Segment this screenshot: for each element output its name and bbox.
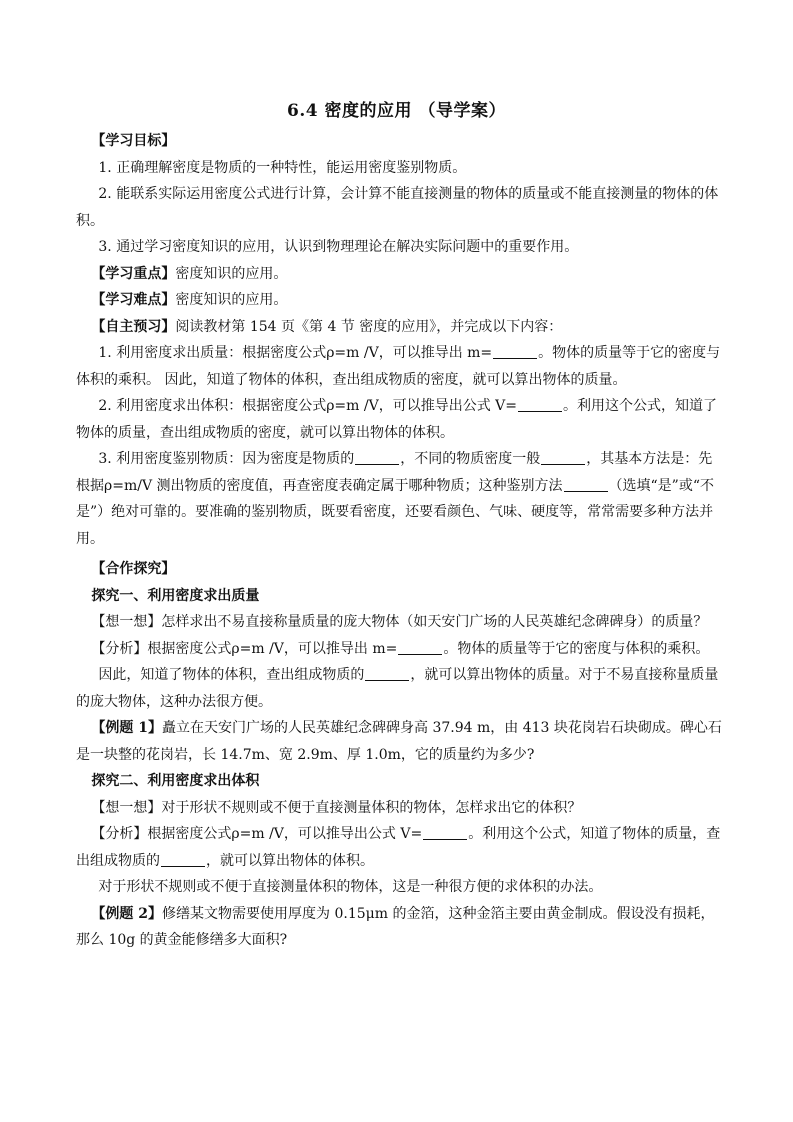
explore-2-paragraph: 对于形状不规则或不便于直接测量体积的物体，这是一种很方便的求体积的办法。: [98, 879, 603, 895]
difficulty-text: 密度知识的应用。: [175, 292, 288, 308]
preview-heading: 【自主预习】: [91, 318, 176, 335]
explore-1-paragraph: [76, 662, 724, 715]
coop-heading: 【合作探究】: [91, 561, 176, 577]
fill-blank[interactable]: [541, 450, 585, 465]
analysis-label: 【分析】: [91, 640, 148, 657]
difficulty-heading: 【学习难点】: [91, 292, 176, 308]
page-title: 6.4 密度的应用 （导学案）: [287, 101, 506, 121]
analysis-text-2: 。物体的质量等于它的密度与体积的乘积。: [443, 640, 710, 657]
analysis-text: 根据密度公式ρ=m /V，可以推导出 m=: [147, 640, 398, 657]
fill-blank[interactable]: [564, 477, 608, 492]
goal-item-3: 3. 通过学习密度知识的应用，认识到物理理论在解决实际问题中的重要作用。: [98, 239, 579, 255]
focus-line: [76, 261, 724, 288]
preview-item-2-text: 2. 利用密度求出体积：根据密度公式ρ=m /V，可以推导出公式 V=: [98, 398, 518, 414]
preview-item-1: [76, 340, 724, 393]
example-label: 【例题 2】: [91, 905, 163, 922]
think-label: 【想一想】: [91, 799, 162, 816]
analysis-text-3: ，就可以算出物体的体积。: [206, 852, 374, 869]
think-label: 【想一想】: [91, 614, 162, 630]
paragraph-text-2: ，就可以算出物体的质量。对于不易直接称量质量的庞大物体，这种办法很方便。: [76, 667, 719, 710]
fill-blank[interactable]: [398, 640, 442, 655]
goal-item-1: 1. 正确理解密度是物质的一种特性，能运用密度鉴别物质。: [98, 159, 467, 176]
focus-text: 密度知识的应用。: [175, 265, 288, 282]
analysis-text-2: 。利用这个公式，知道了物体的质量，查出组成物质的: [76, 826, 721, 869]
preview-item-1-text-2: 。物体的质量等于它的密度与体积的乘积。 因此，知道了物体的体积，查出组成物质的密度，就可以算出物体的质量。: [76, 345, 721, 388]
explore-1-think: [76, 609, 724, 636]
explore-2-title: 探究二、利用密度求出体积: [91, 773, 260, 789]
analysis-label: 【分析】: [91, 826, 148, 842]
example-label: 【例题 1】: [91, 720, 163, 736]
preview-item-3-text: 3. 利用密度鉴别物质：因为密度是物质的: [98, 451, 355, 467]
difficulty-line: [76, 287, 724, 314]
goals-heading: 【学习目标】: [91, 133, 176, 149]
goal-item-2: 2. 能联系实际运用密度公式进行计算，会计算不能直接测量的物体的质量或不能直接测量的物体的体积。: [76, 186, 719, 229]
example-text: 矗立在天安门广场的人民英雄纪念碑碑身高 37.94 m，由 413 块花岗岩石块砌成。碑心石是一块整的花岗岩，长 14.7m、宽 2.9m、厚 1.0m，它的质量约为多少?: [76, 720, 722, 763]
example-text: 修缮某文物需要使用厚度为 0.15μm 的金箔，这种金箔主要由黄金制成。假设没有损耗，那么 10g 的黄金能修缮多大面积?: [76, 905, 715, 948]
explore-2-analysis: [76, 821, 724, 874]
preview-line: [76, 314, 724, 341]
paragraph-text: 因此，知道了物体的体积，查出组成物质的: [98, 667, 365, 683]
preview-item-1-text: 1. 利用密度求出质量：根据密度公式ρ=m /V，可以推导出 m=: [98, 345, 493, 361]
fill-blank[interactable]: [423, 825, 467, 840]
focus-heading: 【学习重点】: [91, 265, 176, 282]
fill-blank[interactable]: [365, 666, 409, 681]
preview-intro: 阅读教材第 154 页《第 4 节 密度的应用》，并完成以下内容：: [175, 318, 563, 335]
preview-item-2-text-2: 。利用这个公式，知道了物体的质量，查出组成物质的密度，就可以算出物体的体积。: [76, 398, 718, 441]
preview-item-3-text-3: ，其基本方法是：先根据ρ=m/V 测出物质的密度值，再查密度表确定属于哪种物质；这种鉴别方法: [76, 451, 713, 494]
document-body: [76, 128, 724, 954]
fill-blank[interactable]: [518, 397, 562, 412]
explore-1-title: 探究一、利用密度求出质量: [91, 587, 260, 604]
example-1: [76, 715, 724, 768]
explore-2-think: [76, 795, 724, 822]
preview-item-3-text-4: （选填“是”或“不是”）绝对可靠的。要准确的鉴别物质，既要看密度，还要看颜色、气味、硬度等，常常需要多种方法并用。: [76, 477, 714, 547]
fill-blank[interactable]: [161, 852, 205, 867]
preview-item-2: [76, 393, 724, 446]
explore-1-analysis: [76, 636, 724, 663]
example-2: [76, 901, 724, 954]
think-text: 怎样求出不易直接称量质量的庞大物体（如天安门广场的人民英雄纪念碑碑身）的质量？: [161, 614, 708, 630]
fill-blank[interactable]: [493, 344, 537, 359]
fill-blank[interactable]: [355, 450, 399, 465]
preview-item-3: [76, 446, 724, 552]
analysis-text: 根据密度公式ρ=m /V，可以推导出公式 V=: [147, 826, 423, 842]
preview-item-3-text-2: ，不同的物质密度一般: [400, 451, 541, 467]
think-text: 对于形状不规则或不便于直接测量体积的物体，怎样求出它的体积？: [161, 799, 582, 816]
